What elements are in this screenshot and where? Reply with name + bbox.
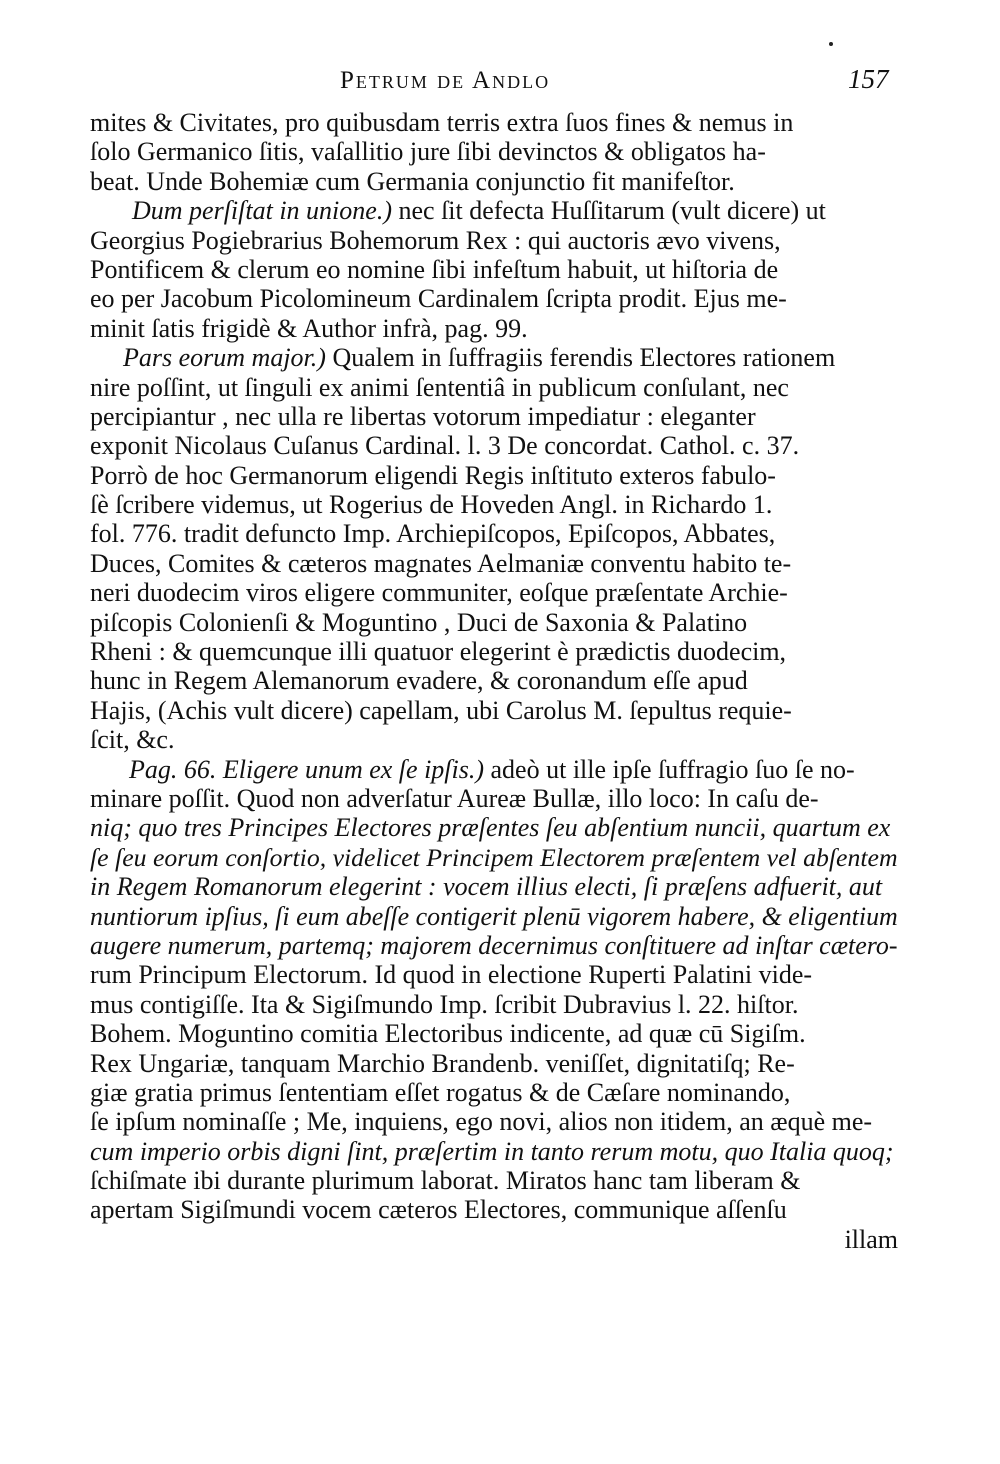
commentary-text: Qualem in ſuffragiis ferendis Electores rationem [332,343,836,373]
text-line: ſolo Germanico ſitis, vaſallitio jure ſibi devinctos & obligatos ha- [90,137,766,167]
text-line: minit ſatis frigidè & Author infrà, pag. 99. [90,313,528,343]
commentary-lemma: Pars eorum major.) [123,343,326,373]
text-line [90,755,898,784]
text-line: Porrò de hoc Germanorum eligendi Regis inſtituto exteros fabulo- [90,460,776,490]
text-line: neri duodecim viros eligere communiter, eoſque præſentate Archie- [90,578,788,608]
text-line: ſè ſcribere videmus, ut Rogerius de Hoveden Angl. in Richardo 1. [90,490,773,520]
text-line: giæ gratia primus ſententiam eſſet rogatus & de Cæſare nominando, [90,1077,791,1107]
text-line: mites & Civitates, pro quibusdam terris extra ſuos fines & nemus in [90,108,794,137]
text-line: exponit Nicolaus Cuſanus Cardinal. l. 3 De concordat. Cathol. c. 37. [90,431,800,461]
commentary-lemma: Dum perſiſtat in unione.) [132,196,392,226]
text-line: minare poſſit. Quod non adverſatur Aureæ Bullæ, illo loco: In caſu de- [90,783,819,813]
text-line: Duces, Comites & cæteros magnates Aelmaniæ conventu habito te- [90,548,792,578]
text-line: rum Principum Electorum. Id quod in electione Ruperti Palatini vide- [90,960,813,990]
text-line: Hajis, (Achis vult dicere) capellam, ubi Carolus M. ſepultus requie- [90,695,792,725]
text-line: hunc in Regem Alemanorum evadere, & coronandum eſſe apud [90,666,748,696]
text-line: Bohem. Moguntino comitia Electoribus indicente, ad quæ cū Sigiſm. [90,1019,806,1049]
commentary-lemma: Pag. 66. Eligere unum ex ſe ipſis.) [129,754,485,784]
ink-speck [829,42,833,46]
text-line: mus contigiſſe. Ita & Sigiſmundo Imp. ſcribit Dubravius l. 22. hiſtor. [90,989,799,1019]
running-title: Petrum de Andlo [340,67,551,94]
commentary-text: nec ſit defecta Huſſitarum (vult dicere) ut [398,196,826,226]
text-line: Georgius Pogiebrarius Bohemorum Rex : qui auctoris ævo vivens, [90,225,781,255]
text-line: percipiantur , nec ulla re libertas votorum impediatur : eleganter [90,401,756,431]
quoted-line: niq; quo tres Principes Electores præſentes ſeu abſentium nuncii, quartum ex [90,813,891,843]
text-line: ſcit, &c. [90,725,175,755]
text-line [90,196,898,225]
page-number: 157 [848,64,889,94]
text-line: nire poſſint, ut ſinguli ex animi ſententiâ in publicum conſulant, nec [90,372,789,402]
text-line: fol. 776. tradit defuncto Imp. Archiepiſcopos, Epiſcopos, Abbates, [90,519,776,549]
text-line [90,343,898,372]
text-line: Rheni : & quemcunque illi quatuor elegerint è prædictis duodecim, [90,637,787,667]
text-line: eo per Jacobum Picolomineum Cardinalem ſcripta prodit. Ejus me- [90,284,787,314]
text-line: Rex Ungariæ, tanquam Marchio Brandenb. veniſſet, dignitatiſq; Re- [90,1048,795,1078]
quoted-line: augere numerum, partemq; majorem decernimus conſtituere ad inſtar cætero- [90,930,898,960]
catchword: illam [844,1224,898,1254]
quoted-line: ſe ſeu eorum conſortio, videlicet Principem Electorem præſentem vel abſentem [90,842,898,872]
quoted-line: nuntiorum ipſius, ſi eum abeſſe contigerit plenū vigorem habere, & eligentium [90,901,898,931]
body-text [90,108,898,1254]
text-line: beat. Unde Bohemiæ cum Germania conjunctio fit manifeſtor. [90,166,735,196]
text-line: ſe ipſum nominaſſe ; Me, inquiens, ego novi, alios non itidem, an æquè me- [90,1107,873,1137]
text-line: Pontificem & clerum eo nomine ſibi infeſtum habuit, ut hiſtoria de [90,254,779,284]
text-line: piſcopis Colonienſi & Moguntino , Duci de Saxonia & Palatino [90,607,748,637]
commentary-text: adeò ut ille ipſe ſuffragio ſuo ſe no- [490,754,855,784]
quoted-line: cum imperio orbis digni ſint, præſertim in tanto rerum motu, quo Italia quoq; [90,1136,894,1166]
text-line: apertam Sigiſmundi vocem cæteros Electores, communique aſſenſu [90,1195,787,1225]
quoted-line: in Regem Romanorum elegerint : vocem illius electi, ſi præſens adfuerit, aut [90,872,883,902]
text-line: ſchiſmate ibi durante plurimum laborat. Miratos hanc tam liberam & [90,1166,801,1196]
